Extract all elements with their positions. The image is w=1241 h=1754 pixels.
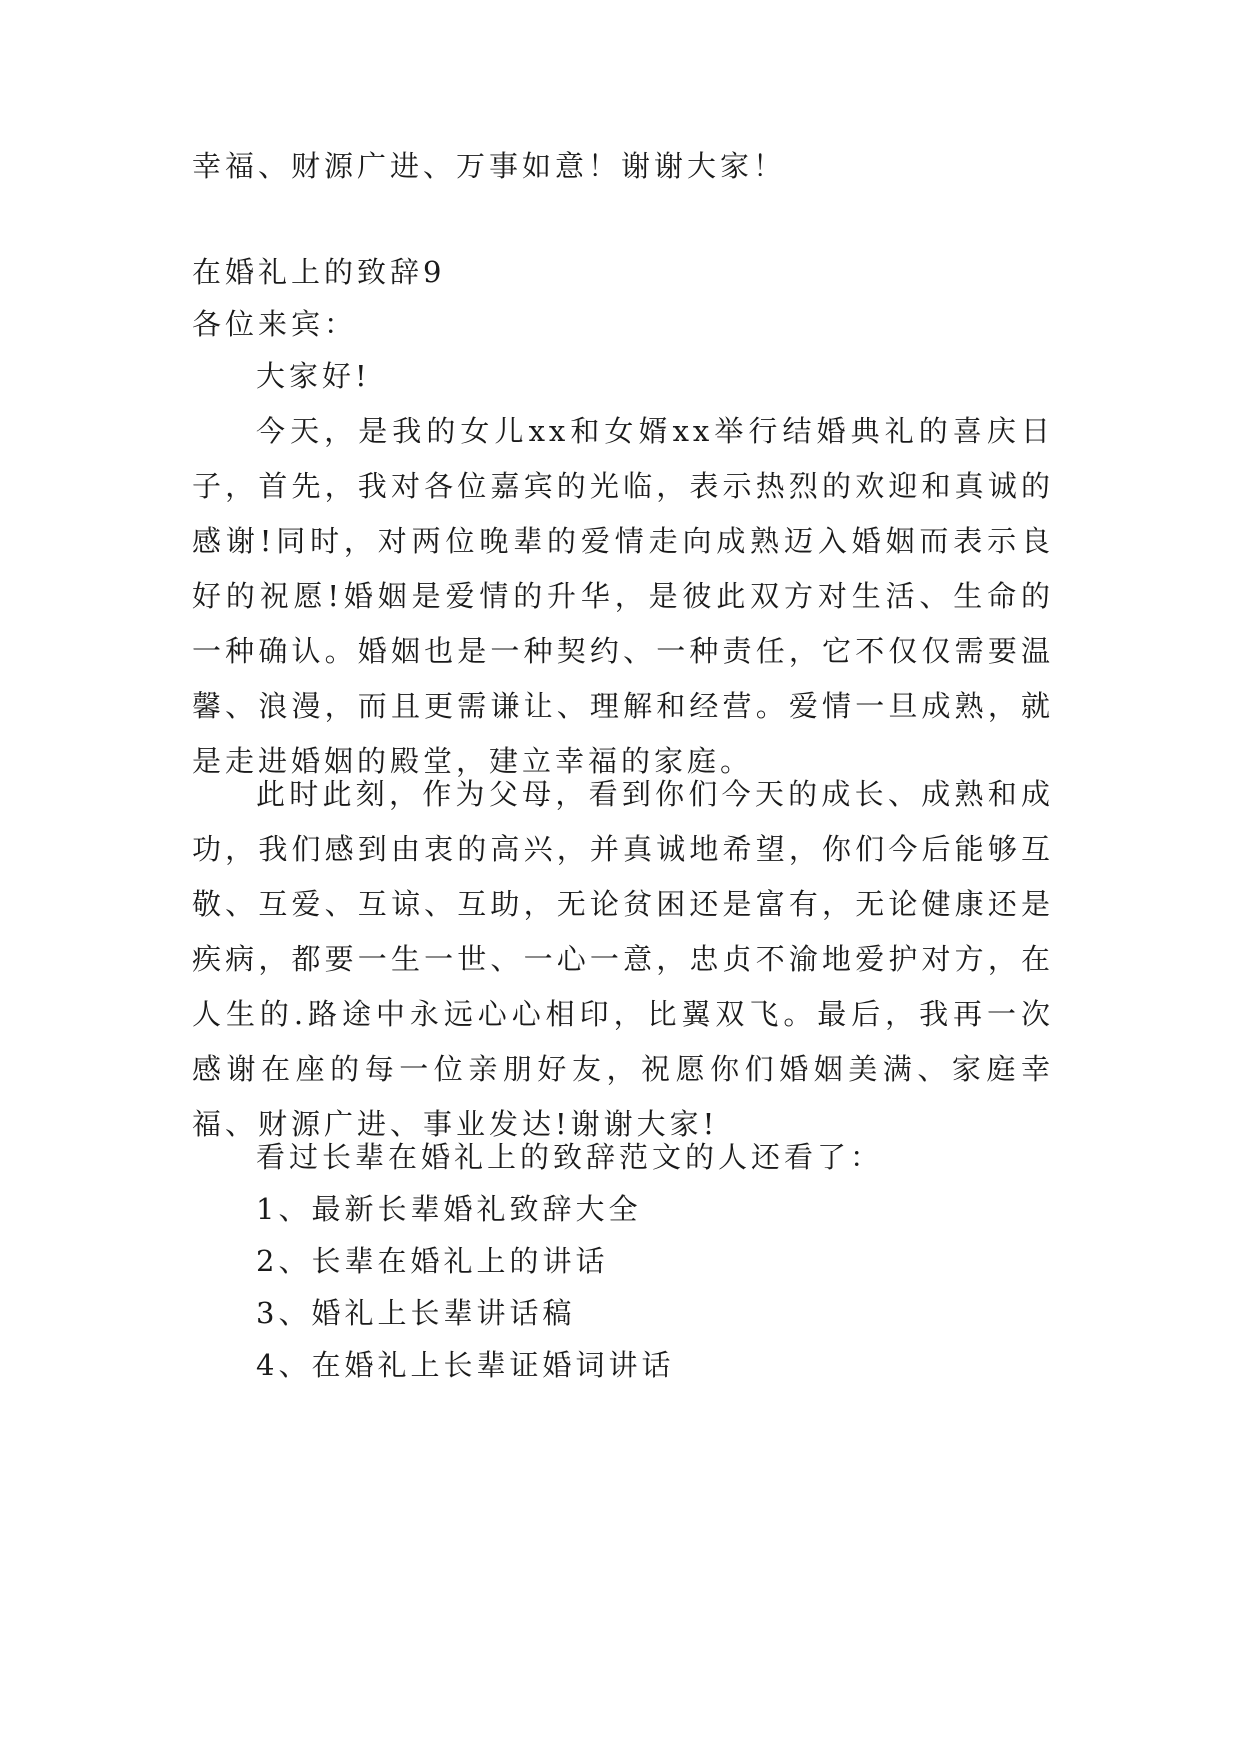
section-title: 在婚礼上的致辞9 [192, 255, 446, 289]
related-item-2: 2、长辈在婚礼上的讲话 [256, 1244, 609, 1278]
greeting: 大家好! [256, 359, 371, 393]
paragraph-1: 今天，是我的女儿xx和女婿xx举行结婚典礼的喜庆日子，首先，我对各位嘉宾的光临，表示热烈的欢迎和真诚的感谢!同时，对两位晚辈的爱情走向成熟迈入婚姻而表示良好的祝愿!婚姻是爱情的升华，是彼此双方对生活、生命的一种确认。婚姻也是一种契约、一种责任，它不仅仅需要温馨、浪漫，而且更需谦让、理解和经营。爱情一旦成熟，就是走进婚姻的殿堂，建立幸福的家庭。 [192, 414, 1054, 778]
salutation: 各位来宾： [192, 307, 358, 341]
carryover-line: 幸福、财源广进、万事如意！谢谢大家！ [192, 149, 787, 183]
related-item-4: 4、在婚礼上长辈证婚词讲话 [256, 1348, 675, 1382]
related-intro: 看过长辈在婚礼上的致辞范文的人还看了： [256, 1140, 884, 1174]
related-item-1: 1、最新长辈婚礼致辞大全 [256, 1192, 642, 1226]
related-item-3: 3、婚礼上长辈讲话稿 [256, 1296, 576, 1330]
paragraph-2: 此时此刻，作为父母，看到你们今天的成长、成熟和成功，我们感到由衷的高兴，并真诚地希望，你们今后能够互敬、互爱、互谅、互助，无论贫困还是富有，无论健康还是疾病，都要一生一世、一心一意，忠贞不渝地爱护对方，在人生的.路途中永远心心相印，比翼双飞。最后，我再一次感谢在座的每一位亲朋好友，祝愿你们婚姻美满、家庭幸福、财源广进、事业发达!谢谢大家! [192, 777, 1054, 1141]
